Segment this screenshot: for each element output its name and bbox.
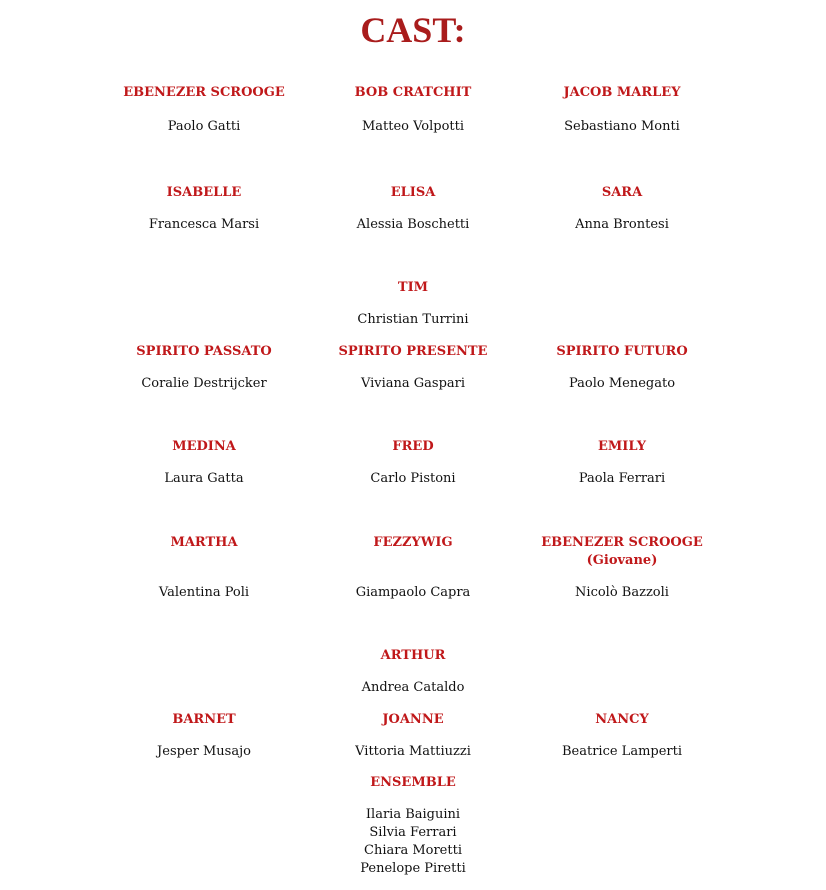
role-name: JACOB MARLEY bbox=[563, 85, 681, 100]
actor-name: Vittoria Mattiuzzi bbox=[355, 744, 471, 759]
actor-name: Anna Brontesi bbox=[575, 217, 669, 232]
cast-entry bbox=[293, 343, 533, 393]
ensemble-member: Penelope Piretti bbox=[360, 861, 466, 876]
cast-entry bbox=[293, 84, 533, 136]
role-name: SPIRITO FUTURO bbox=[556, 344, 688, 359]
actor-name: Coralie Destrijcker bbox=[141, 376, 267, 391]
role-name: ENSEMBLE bbox=[370, 775, 456, 790]
role-name: JOANNE bbox=[382, 712, 444, 727]
actor-name: Paolo Menegato bbox=[568, 376, 676, 391]
role-name: FRED bbox=[392, 439, 434, 454]
actor-name: Alessia Boschetti bbox=[356, 217, 470, 232]
actor-name: Beatrice Lamperti bbox=[561, 744, 683, 759]
actor-name: Paola Ferrari bbox=[578, 471, 666, 486]
role-name: SPIRITO PRESENTE bbox=[338, 344, 488, 359]
cast-entry bbox=[293, 279, 533, 329]
actor-name: Carlo Pistoni bbox=[370, 471, 456, 486]
cast-entry bbox=[293, 534, 533, 602]
cast-entry bbox=[293, 647, 533, 697]
role-name: MEDINA bbox=[172, 439, 236, 454]
actor-name: Andrea Cataldo bbox=[361, 680, 465, 695]
role-name: SARA bbox=[601, 185, 643, 200]
cast-entry bbox=[84, 711, 324, 761]
actor-name: Christian Turrini bbox=[357, 312, 469, 327]
role-name: EBENEZER SCROOGE bbox=[541, 535, 703, 550]
cast-entry bbox=[84, 184, 324, 234]
role-name: TIM bbox=[397, 280, 429, 295]
role-name: SPIRITO PASSATO bbox=[136, 344, 272, 359]
cast-entry bbox=[293, 184, 533, 234]
role-name: BARNET bbox=[172, 712, 236, 727]
actor-name: Nicolò Bazzoli bbox=[575, 585, 669, 600]
ensemble-member: Silvia Ferrari bbox=[369, 825, 457, 840]
cast-entry bbox=[84, 438, 324, 488]
role-name: BOB CRATCHIT bbox=[354, 85, 472, 100]
actor-name: Matteo Volpotti bbox=[361, 119, 465, 134]
role-name: EBENEZER SCROOGE bbox=[123, 85, 285, 100]
role-name-line2: (Giovane) bbox=[586, 553, 658, 568]
cast-entry bbox=[293, 711, 533, 761]
actor-name: Sebastiano Monti bbox=[564, 119, 680, 134]
role-name: ARTHUR bbox=[380, 648, 446, 663]
cast-entry bbox=[84, 84, 324, 136]
actor-name: Giampaolo Capra bbox=[355, 585, 471, 600]
actor-name: Francesca Marsi bbox=[148, 217, 260, 232]
ensemble-member: Ilaria Baiguini bbox=[365, 807, 461, 822]
role-name: EMILY bbox=[598, 439, 646, 454]
ensemble-section bbox=[293, 774, 533, 878]
cast-entry bbox=[502, 184, 742, 234]
role-name: ELISA bbox=[390, 185, 436, 200]
cast-entry bbox=[502, 438, 742, 488]
role-name: FEZZYWIG bbox=[373, 535, 453, 550]
role-name: MARTHA bbox=[170, 535, 238, 550]
cast-entry bbox=[502, 84, 742, 136]
actor-name: Valentina Poli bbox=[158, 585, 250, 600]
role-name: ISABELLE bbox=[166, 185, 242, 200]
page-title: CAST: bbox=[360, 10, 466, 50]
ensemble-member: Chiara Moretti bbox=[364, 843, 462, 858]
actor-name: Jesper Musajo bbox=[157, 744, 251, 759]
role-name: NANCY bbox=[595, 712, 649, 727]
cast-entry bbox=[293, 438, 533, 488]
cast-entry bbox=[84, 343, 324, 393]
cast-entry bbox=[502, 711, 742, 761]
ensemble-members bbox=[293, 806, 533, 878]
cast-entry bbox=[84, 534, 324, 602]
cast-entry bbox=[502, 343, 742, 393]
actor-name: Laura Gatta bbox=[164, 471, 244, 486]
actor-name: Viviana Gaspari bbox=[360, 376, 466, 391]
cast-entry bbox=[502, 534, 742, 602]
actor-name: Paolo Gatti bbox=[167, 119, 241, 134]
